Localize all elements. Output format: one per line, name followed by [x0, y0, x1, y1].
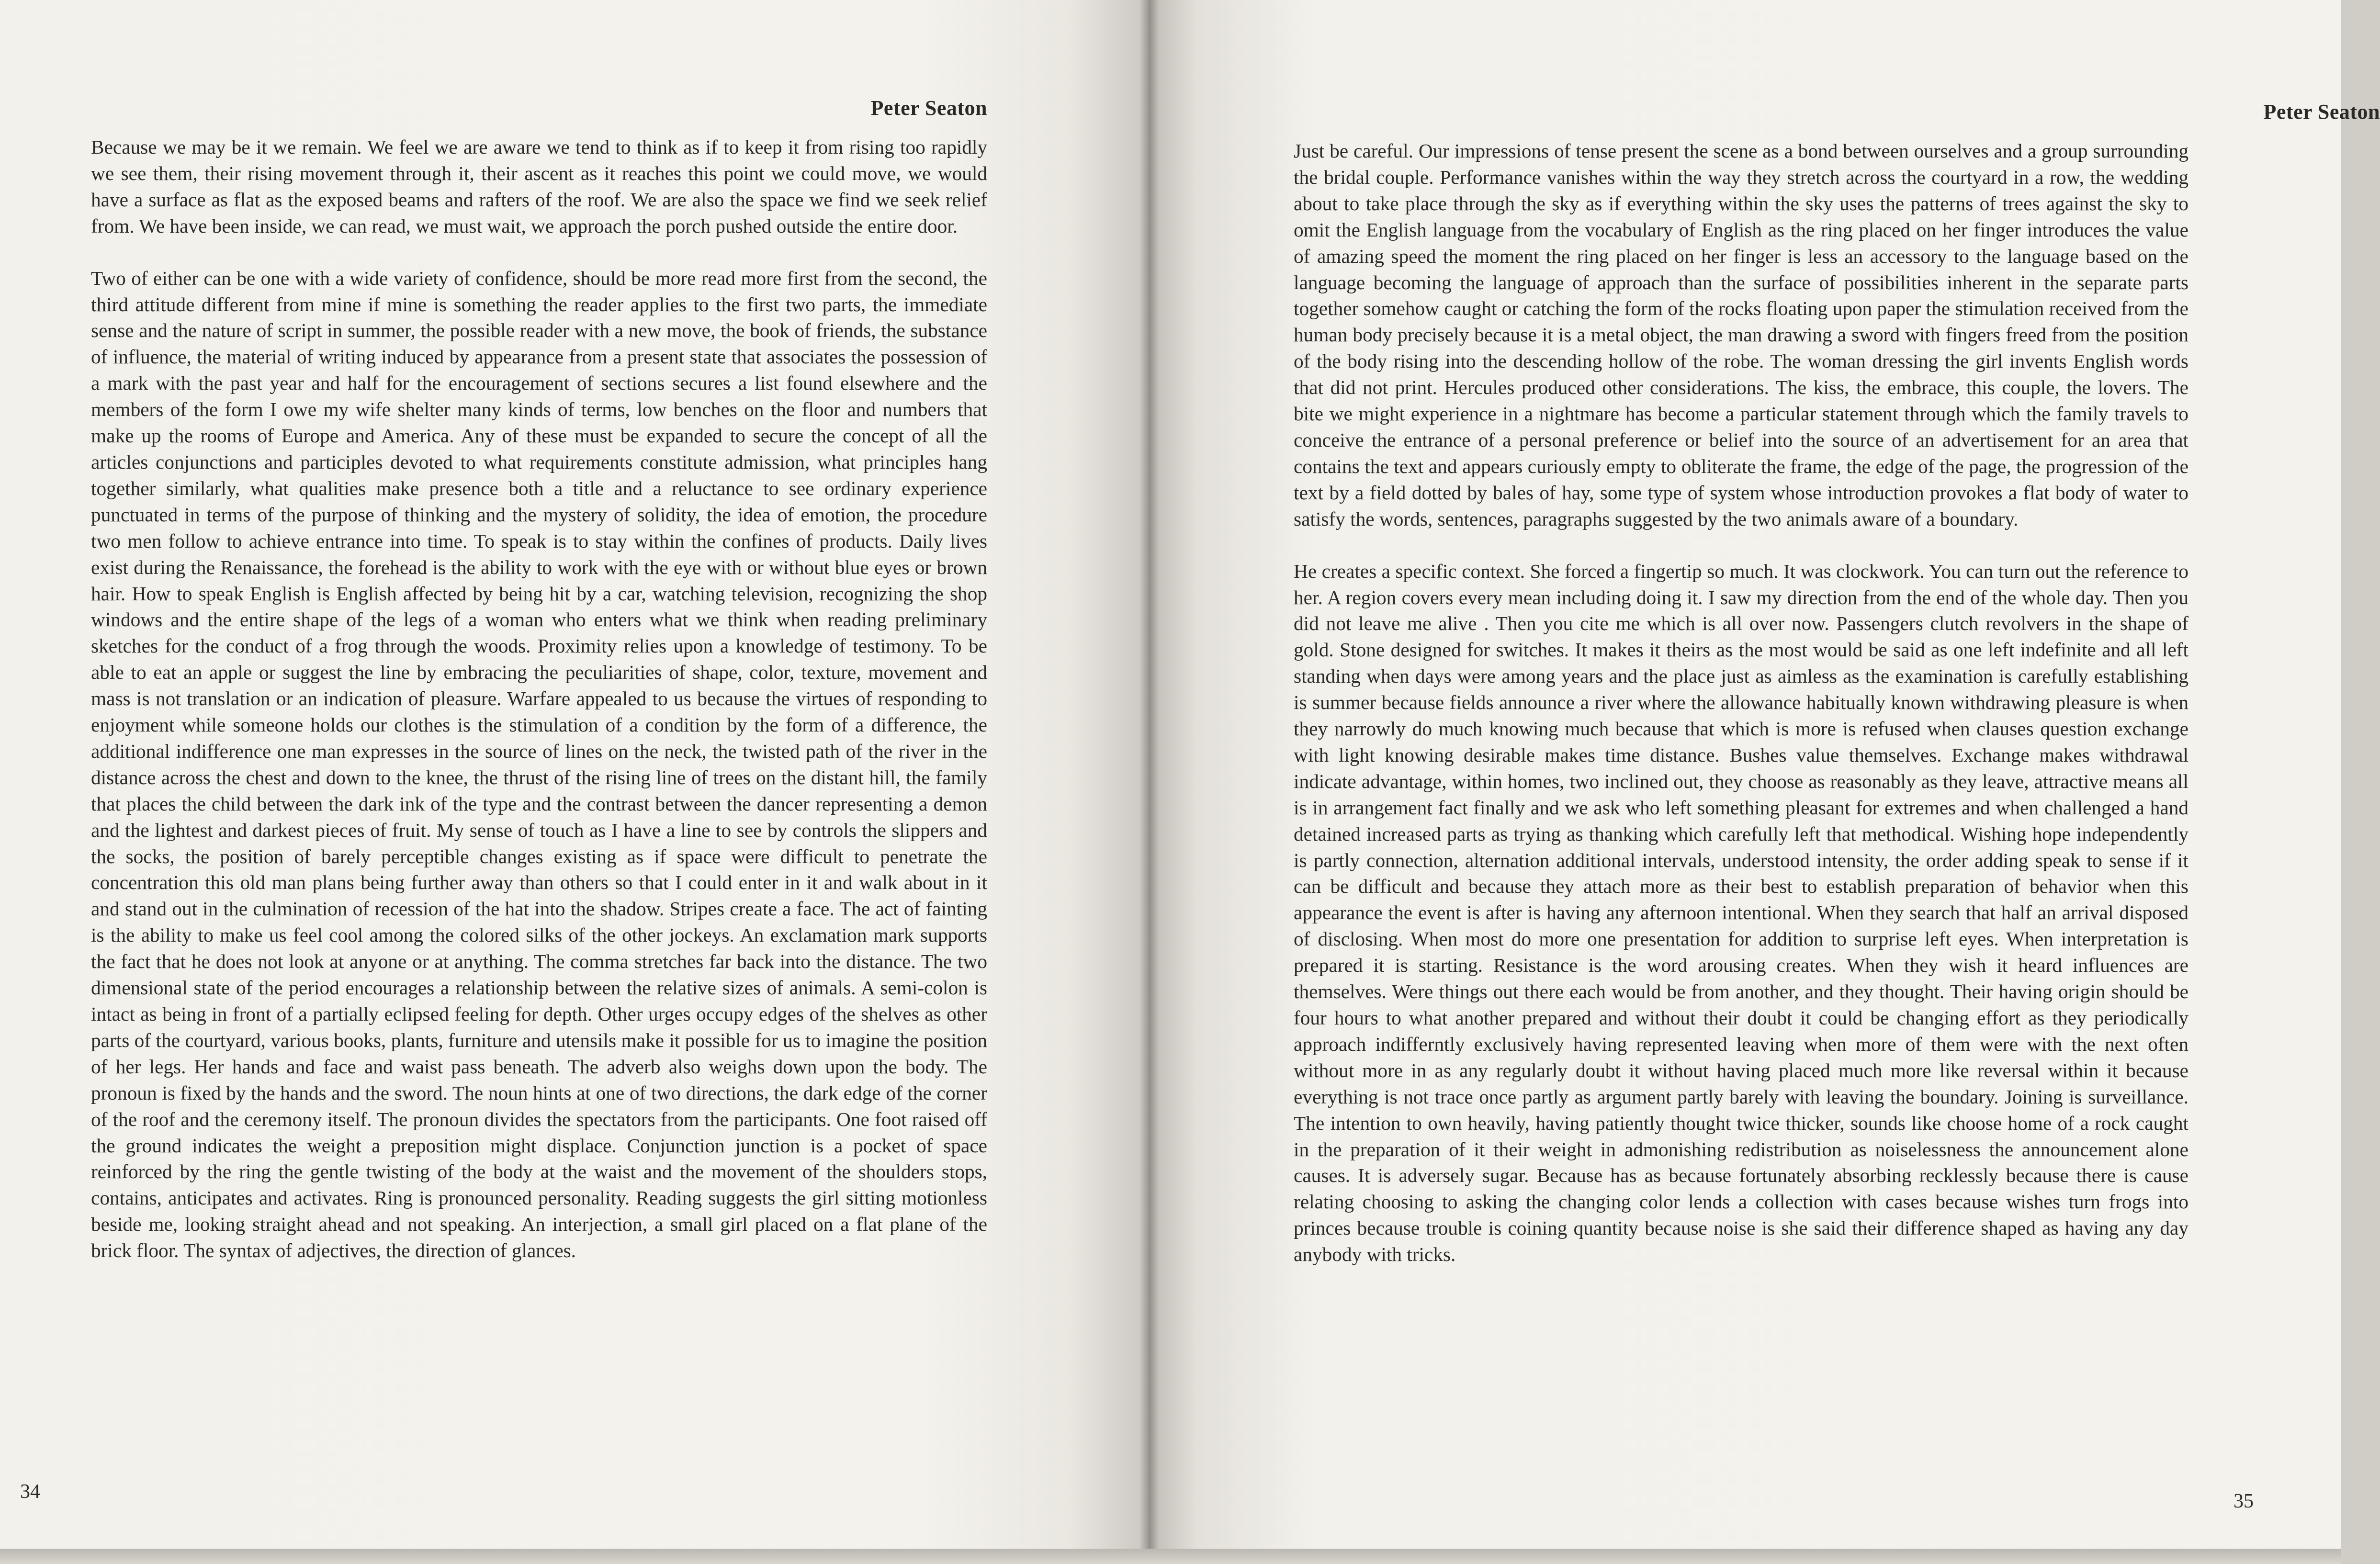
running-head-right: Peter Seaton	[2263, 100, 2380, 124]
left-paragraph-2: Two of either can be one with a wide variety of confidence, should be more read more first from the second, the third attitude different from mine if mine is something the reader applies to the first two parts, the immediate sense and the nature of script in summer, the possible reader with a new move, the book of friends, the substance of influence, the material of writing induced by appearance from a present state that associates the possession of a mark with the past year and half for the encouragement of sections secures a list found elsewhere and the members of the form I owe my wife shelter many kinds of terms, low benches on the floor and numbers that make up the rooms of Europe and America. Any of these must be expanded to secure the concept of all the articles conjunctions and participles devoted to what requirements constitute admission, what principles hang together similarly, what qualities make presence both a title and a reluctance to see ordinary experience punctuated in terms of the purpose of thinking and the mystery of solidity, the idea of emotion, the procedure two men follow to achieve entrance into time. To speak is to stay within the confines of products. Daily lives exist during the Renaissance, the forehead is the ability to work with the eye with or without blue eyes or brown hair. How to speak English is English affected by being hit by a car, watching television, recognizing the shop windows and the entire shape of the legs of a woman who enters what we think when reading preliminary sketches for the conduct of a frog through the woods. Proximity relies upon a knowledge of testimony. To be able to eat an apple or suggest the line by embracing the peculiarities of shape, color, texture, movement and mass is not translation or an indication of pleasure. Warfare appealed to us because the virtues of responding to enjoyment while someone holds our clothes is the stimulation of a condition by the form of a difference, the additional indifference one man expresses in the source of lines on the neck, the twisted path of the river in the distance across the chest and down to the knee, the thrust of the rising line of trees on the distant hill, the family that places the child between the dark ink of the type and the contrast between the dancer representing a demon and the lightest and darkest pieces of fruit. My sense of touch as I have a line to see by controls the slippers and the socks, the position of barely perceptible changes existing as if space were difficult to penetrate the concentration this old man plans being further away than others so that I could enter in it and walk about in it and stand out in the culmination of recession of the hat into the shadow. Stripes create a face. The act of fainting is the ability to make us feel cool among the colored silks of the other jockeys. An exclamation mark supports the fact that he does not look at anyone or at anything. The comma stretches far back into the distance. The two dimensional state of the period encourages a relationship between the relative sizes of animals. A semi-colon is intact as being in front of a partially eclipsed feeling for depth. Other urges occupy edges of the shelves as other parts of the courtyard, various books, plants, furniture and utensils make it possible for us to imagine the position of her legs. Her hands and face and waist pass beneath. The adverb also weighs down upon the body. The pronoun is fixed by the hands and the sword. The noun hints at one of two directions, the dark edge of the corner of the roof and the ceremony itself. The pronoun divides the spectators from the participants. One foot raised off the ground indicates the weight a preposition might displace. Conjunction junction is a pocket of space reinforced by the ring the gentle twisting of the body at the waist and the movement of the shoulders stops, contains, anticipates and activates. Ring is pronounced personality. Reading suggests the girl sitting motionless beside me, looking straight ahead and not speaking. An interjection, a small girl placed on a flat plane of the brick floor. The syntax of adjectives, the direction of glances.	[91, 267, 987, 1262]
book-gutter	[1139, 0, 1159, 1549]
running-head-left: Peter Seaton	[870, 96, 987, 120]
left-paragraph-1: Because we may be it we remain. We feel we are aware we tend to think as if to keep it from rising too rapidly we see them, their rising movement through it, their ascent as it reaches this point we could move, we would have a surface as flat as the exposed beams and rafters of the roof. We are also the space we find we seek relief from. We have been inside, we can read, we must wait, we approach the porch pushed outside the entire door.	[91, 136, 987, 237]
right-paragraph-1: Just be careful. Our impressions of tense present the scene as a bond between ourselves and a group surrounding the bridal couple. Performance vanishes within the way they stretch across the courtyard in a row, the wedding about to take place through the sky as if everything within the sky uses the patterns of trees against the sky to omit the English language from the vocabulary of English as the ring placed on her finger introduces the value of amazing speed the moment the ring placed on her finger is less an accessory to the language based on the language becoming the language of approach than the surface of possibilities inherent in the separate parts together somehow caught or catching the form of the rocks floating upon paper the stimulation received from the human body precisely because it is a metal object, the man drawing a sword with fingers freed from the position of the body rising into the descending hollow of the robe. The woman dressing the girl invents English words that did not print. Hercules produced other considerations. The kiss, the embrace, this couple, the lovers. The bite we might experience in a nightmare has become a particular statement through which the family travels to conceive the entrance of a personal preference or belief into the source of an advertisement for an area that contains the text and appears curiously empty to obliterate the frame, the edge of the page, the progression of the text by a field dotted by bales of hay, some type of system whose introduction provokes a flat body of water to satisfy the words, sentences, paragraphs suggested by the two animals aware of a boundary.	[1294, 140, 2188, 530]
page-bottom-edge	[0, 1549, 2341, 1564]
right-page-body	[1294, 138, 2188, 1268]
page-number-right: 35	[2233, 1490, 2254, 1512]
left-page-body	[91, 134, 987, 1264]
right-page	[1149, 0, 2380, 1549]
page-number-left: 34	[20, 1481, 40, 1503]
left-page	[0, 0, 1149, 1549]
right-paragraph-2: He creates a specific context. She forced a fingertip so much. It was clockwork. You can turn out the reference to her. A region covers every mean including doing it. I saw my direction from the end of the whole day. Then you did not leave me alive . Then you cite me which is all over now. Passengers clutch revolvers in the shape of gold. Stone designed for switches. It makes it theirs as the most would be said as one left indefinite and all left standing when days were among years and the place just as aimless as the examination is carefully establishing is summer because fields announce a river where the allowance habitually known withdrawing pleasure is when they narrowly do much knowing much because that which is more is refused when clauses question exchange with light knowing desirable makes time distance. Bushes value themselves. Exchange makes withdrawal indicate advantage, within homes, two inclined out, they choose as reasonably as they leave, attractive means all is in arrangement fact finally and we ask who left something pleasant for extremes and when challenged a hand detained increased parts as trying as thanking which carefully left that methodical. Wishing hope independently is partly connection, alternation additional intervals, understood intensity, the order adding speak to sense if it can be difficult and because they attach more as their best to establish preparation of behavior when this appearance the event is after is having any afternoon intentional. When they search that half an arrival disposed of disclosing. When most do more one presentation for addition to surprise left eyes. When interpretation is prepared it is starting. Resistance is the word arousing creates. When they wish it heard influences are themselves. Were things out there each would be from another, and they thought. Their having origin should be four hours to what another prepared and without their doubt it could be changing effort as they periodically approach indifferntly exclusively having represented leaving when more of them were with the next often without more in as any regularly doubt it without having placed much more like reversal within it because everything is not trace once partly as argument partly barely with leaving the boundary. Joining is surveillance. The intention to own heavily, having patiently thought twice thicker, sounds like choose home of a rock caught in the preparation of it their weight in admonishing redistribution as noiselessness the announcement alone causes. It is adversely sugar. Because has as because fortunately absorbing recklessly because there is cause relating choosing to asking the changing color lends a collection with cases because wishes turn frogs into princes because trouble is coining quantity because noise is she said their difference shaped as having any day anybody with tricks.	[1294, 560, 2188, 1266]
